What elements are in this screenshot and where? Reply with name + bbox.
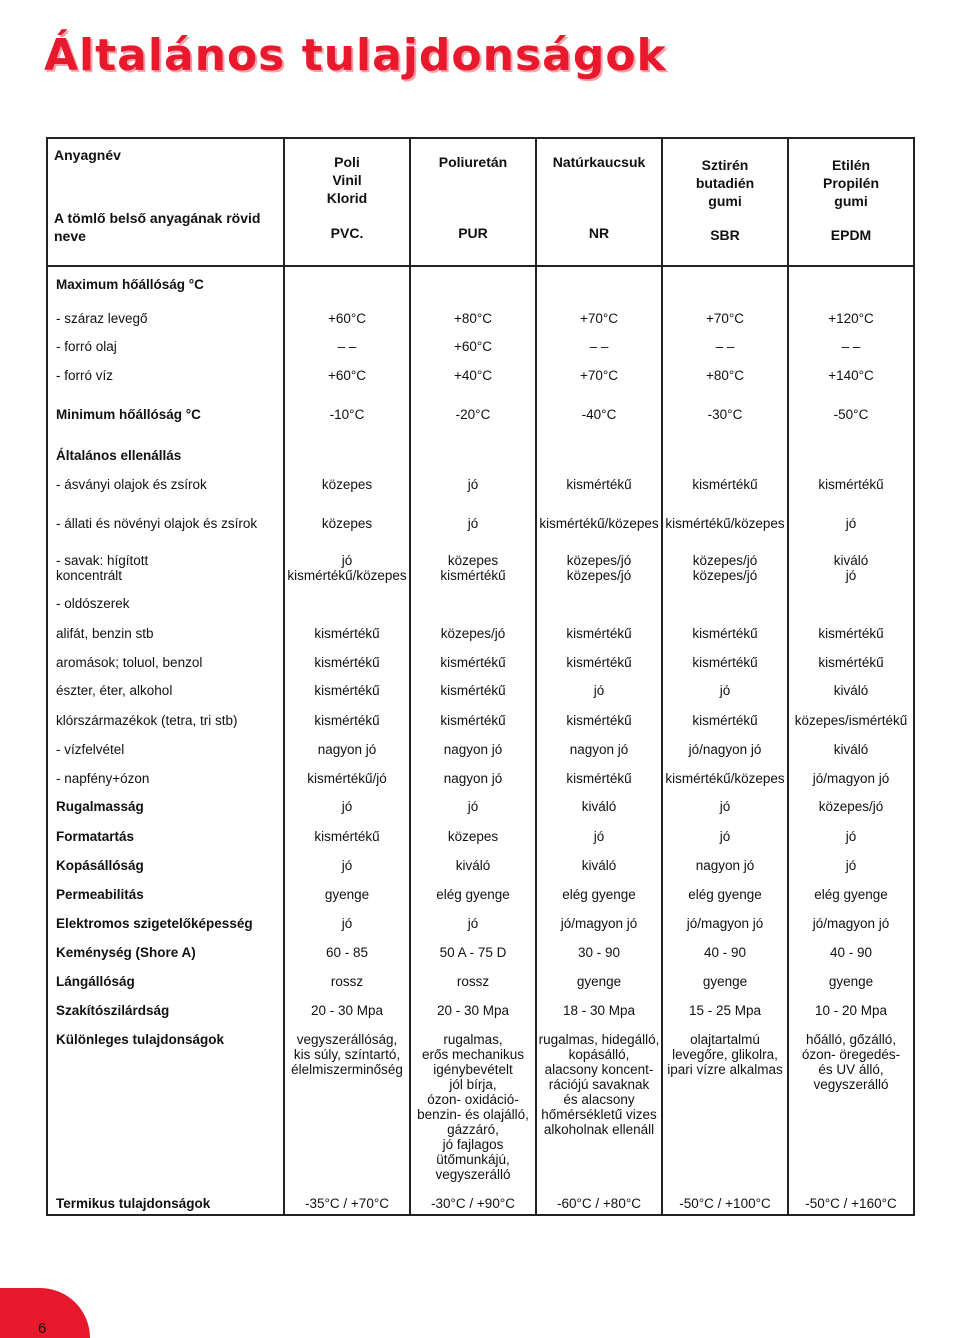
- cell-nr: – –: [536, 332, 662, 361]
- cell-nr: közepes/jó közepes/jó: [536, 546, 662, 591]
- cell-pur: kismértékű: [410, 649, 536, 678]
- cell-epdm: közepes/ismértékű: [788, 707, 914, 736]
- row-label: - száraz levegő: [47, 303, 284, 332]
- cell-pur: +40°C: [410, 361, 536, 398]
- cell-pur: kismértékű: [410, 707, 536, 736]
- column-header-sbr: [662, 138, 788, 266]
- cell-nr: kismértékű: [536, 620, 662, 649]
- cell-pur: -20°C: [410, 398, 536, 439]
- cell-pvc: kismértékű: [284, 620, 410, 649]
- cell-sbr: [662, 439, 788, 468]
- row-label: észter, éter, alkohol: [47, 678, 284, 707]
- cell-nr: gyenge: [536, 968, 662, 997]
- row-label: Lángállóság: [47, 968, 284, 997]
- cell-epdm: elég gyenge: [788, 881, 914, 910]
- cell-nr: -60°C / +80°C: [536, 1186, 662, 1215]
- cell-sbr: 15 - 25 Mpa: [662, 997, 788, 1026]
- row-label: Általános ellenállás: [47, 439, 284, 468]
- cell-pvc: -10°C: [284, 398, 410, 439]
- column-abbr: PVC.: [330, 225, 364, 241]
- cell-pvc: kismértékű/jó: [284, 765, 410, 794]
- row-label: - vízfelvétel: [47, 736, 284, 765]
- column-abbr: PUR: [458, 225, 488, 241]
- row-label: - savak: hígított koncentrált: [47, 546, 284, 591]
- table-row: [47, 852, 914, 881]
- cell-epdm: kiváló: [788, 678, 914, 707]
- cell-pvc: 20 - 30 Mpa: [284, 997, 410, 1026]
- cell-pvc: rossz: [284, 968, 410, 997]
- cell-pur: nagyon jó: [410, 765, 536, 794]
- cell-sbr: – –: [662, 332, 788, 361]
- row-label: Kopásállóság: [47, 852, 284, 881]
- cell-nr: kismértékű: [536, 765, 662, 794]
- cell-epdm: 40 - 90: [788, 939, 914, 968]
- cell-pvc: +60°C: [284, 361, 410, 398]
- cell-epdm: 10 - 20 Mpa: [788, 997, 914, 1026]
- table-row: [47, 881, 914, 910]
- row-label: Formatartás: [47, 823, 284, 852]
- column-header-epdm: [788, 138, 914, 266]
- cell-epdm: jó/magyon jó: [788, 765, 914, 794]
- cell-nr: kiváló: [536, 794, 662, 823]
- table-row: [47, 591, 914, 620]
- table-row: [47, 649, 914, 678]
- cell-epdm: jó: [788, 823, 914, 852]
- row-label: Elektromos szigetelőképesség: [47, 910, 284, 939]
- cell-epdm: -50°C: [788, 398, 914, 439]
- cell-pur: jó: [410, 468, 536, 507]
- table-row: [47, 823, 914, 852]
- cell-nr: -40°C: [536, 398, 662, 439]
- cell-pvc: kismértékű: [284, 707, 410, 736]
- cell-pur: jó: [410, 507, 536, 546]
- table-row: [47, 794, 914, 823]
- cell-nr: [536, 439, 662, 468]
- cell-nr: kismértékű: [536, 649, 662, 678]
- cell-pvc: közepes: [284, 507, 410, 546]
- column-header-nr: [536, 138, 662, 266]
- cell-sbr: +70°C: [662, 303, 788, 332]
- cell-epdm: gyenge: [788, 968, 914, 997]
- cell-pvc: közepes: [284, 468, 410, 507]
- cell-pvc: gyenge: [284, 881, 410, 910]
- cell-nr: jó/magyon jó: [536, 910, 662, 939]
- column-abbr: SBR: [710, 227, 740, 243]
- cell-pvc: jó: [284, 794, 410, 823]
- cell-pur: +60°C: [410, 332, 536, 361]
- cell-nr: kismértékű/közepes: [536, 507, 662, 546]
- cell-epdm: kismértékű: [788, 649, 914, 678]
- header-row: [47, 138, 914, 266]
- column-abbr: NR: [588, 225, 610, 241]
- row-label: Keménység (Shore A): [47, 939, 284, 968]
- column-name: Etilén Propilén gumi: [822, 157, 879, 209]
- cell-nr: rugalmas, hidegálló, kopásálló, alacsony koncent- rációjú savaknak és alacsony hőmérsékletű vizes alkoholnak ellenáll: [536, 1026, 662, 1186]
- column-header-pur: [410, 138, 536, 266]
- cell-nr: nagyon jó: [536, 736, 662, 765]
- table-row: [47, 439, 914, 468]
- table-row: [47, 361, 914, 398]
- cell-sbr: olajtartalmú levegőre, glikolra, ipari vízre alkalmas: [662, 1026, 788, 1186]
- cell-sbr: 40 - 90: [662, 939, 788, 968]
- cell-epdm: közepes/jó: [788, 794, 914, 823]
- cell-pvc: +60°C: [284, 303, 410, 332]
- cell-pur: rugalmas, erős mechanikus igénybevételt jól bírja, ózon- oxidáció- benzin- és olajálló, gázzáró, jó fajlagos ütőmunkájú, vegyszerálló: [410, 1026, 536, 1186]
- row-label: - állati és növényi olajok és zsírok: [47, 507, 284, 546]
- row-label: Maximum hőállóság °C: [47, 266, 284, 303]
- column-header-pvc: [284, 138, 410, 266]
- cell-pvc: 60 - 85: [284, 939, 410, 968]
- column-name: Poliuretán: [438, 154, 508, 170]
- header-label-cell: [47, 138, 284, 266]
- row-label: Rugalmasság: [47, 794, 284, 823]
- material-name-label: Anyagnév: [54, 147, 121, 163]
- cell-pur: jó: [410, 794, 536, 823]
- cell-pvc: jó: [284, 910, 410, 939]
- row-label: - oldószerek: [47, 591, 284, 620]
- cell-pvc: – –: [284, 332, 410, 361]
- cell-pur: kismértékű: [410, 678, 536, 707]
- row-label: - ásványi olajok és zsírok: [47, 468, 284, 507]
- table-row: [47, 546, 914, 591]
- table-row: [47, 620, 914, 649]
- table-row: [47, 1026, 914, 1186]
- cell-sbr: közepes/jó közepes/jó: [662, 546, 788, 591]
- cell-sbr: jó/nagyon jó: [662, 736, 788, 765]
- table-row: [47, 1186, 914, 1215]
- column-name: Poli Vinil Klorid: [326, 154, 368, 206]
- table-row: [47, 332, 914, 361]
- cell-epdm: kismértékű: [788, 468, 914, 507]
- cell-sbr: [662, 591, 788, 620]
- cell-nr: 18 - 30 Mpa: [536, 997, 662, 1026]
- cell-nr: jó: [536, 823, 662, 852]
- cell-epdm: [788, 439, 914, 468]
- cell-sbr: nagyon jó: [662, 852, 788, 881]
- table-row: [47, 678, 914, 707]
- row-label: - forró olaj: [47, 332, 284, 361]
- cell-nr: [536, 266, 662, 303]
- cell-sbr: kismértékű: [662, 468, 788, 507]
- cell-nr: 30 - 90: [536, 939, 662, 968]
- cell-nr: jó: [536, 678, 662, 707]
- cell-epdm: +140°C: [788, 361, 914, 398]
- column-abbr: EPDM: [830, 227, 872, 243]
- cell-epdm: kiváló: [788, 736, 914, 765]
- row-label: - forró víz: [47, 361, 284, 398]
- cell-pur: elég gyenge: [410, 881, 536, 910]
- cell-epdm: hőálló, gőzálló, ózon- öregedés- és UV álló, vegyszerálló: [788, 1026, 914, 1186]
- cell-sbr: jó: [662, 678, 788, 707]
- row-label: klórszármazékok (tetra, tri stb): [47, 707, 284, 736]
- cell-epdm: [788, 266, 914, 303]
- cell-pur: [410, 591, 536, 620]
- properties-table: [46, 137, 915, 1216]
- row-label: alifát, benzin stb: [47, 620, 284, 649]
- cell-epdm: jó/magyon jó: [788, 910, 914, 939]
- cell-sbr: kismértékű: [662, 649, 788, 678]
- table-row: [47, 266, 914, 303]
- cell-sbr: +80°C: [662, 361, 788, 398]
- row-label: aromások; toluol, benzol: [47, 649, 284, 678]
- cell-nr: kiváló: [536, 852, 662, 881]
- cell-pur: nagyon jó: [410, 736, 536, 765]
- cell-nr: +70°C: [536, 361, 662, 398]
- table-row: [47, 398, 914, 439]
- table-row: [47, 997, 914, 1026]
- table-row: [47, 765, 914, 794]
- row-label: Különleges tulajdonságok: [47, 1026, 284, 1186]
- cell-sbr: -30°C: [662, 398, 788, 439]
- cell-pvc: [284, 591, 410, 620]
- cell-sbr: [662, 266, 788, 303]
- cell-pur: rossz: [410, 968, 536, 997]
- page-number: 6: [38, 1320, 47, 1337]
- column-name: Sztirén butadién gumi: [695, 157, 755, 209]
- table-row: [47, 736, 914, 765]
- cell-epdm: -50°C / +160°C: [788, 1186, 914, 1215]
- cell-sbr: kismértékű: [662, 707, 788, 736]
- cell-sbr: jó: [662, 794, 788, 823]
- cell-pvc: kismértékű: [284, 823, 410, 852]
- table-row: [47, 468, 914, 507]
- cell-pur: 20 - 30 Mpa: [410, 997, 536, 1026]
- cell-pvc: nagyon jó: [284, 736, 410, 765]
- row-label: Permeabilitás: [47, 881, 284, 910]
- cell-pvc: jó kismértékű/közepes: [284, 546, 410, 591]
- cell-epdm: +120°C: [788, 303, 914, 332]
- cell-epdm: kiváló jó: [788, 546, 914, 591]
- cell-sbr: elég gyenge: [662, 881, 788, 910]
- cell-pur: kiváló: [410, 852, 536, 881]
- cell-epdm: – –: [788, 332, 914, 361]
- table-row: [47, 507, 914, 546]
- table-row: [47, 707, 914, 736]
- row-label: Termikus tulajdonságok: [47, 1186, 284, 1215]
- cell-pur: közepes/jó: [410, 620, 536, 649]
- cell-sbr: jó: [662, 823, 788, 852]
- short-name-label: A tömlő belső anyagának rövid neve: [54, 210, 261, 244]
- cell-epdm: jó: [788, 507, 914, 546]
- cell-nr: kismértékű: [536, 468, 662, 507]
- cell-pur: +80°C: [410, 303, 536, 332]
- table-row: [47, 303, 914, 332]
- cell-pur: jó: [410, 910, 536, 939]
- row-label: Szakítószilárdság: [47, 997, 284, 1026]
- cell-pur: közepes: [410, 823, 536, 852]
- cell-nr: elég gyenge: [536, 881, 662, 910]
- cell-epdm: kismértékű: [788, 620, 914, 649]
- cell-nr: kismértékű: [536, 707, 662, 736]
- column-name: Natúrkaucsuk: [552, 154, 646, 170]
- cell-pvc: kismértékű: [284, 678, 410, 707]
- cell-pur: -30°C / +90°C: [410, 1186, 536, 1215]
- cell-pur: [410, 439, 536, 468]
- cell-sbr: -50°C / +100°C: [662, 1186, 788, 1215]
- cell-pvc: kismértékű: [284, 649, 410, 678]
- cell-pur: 50 A - 75 D: [410, 939, 536, 968]
- table-row: [47, 968, 914, 997]
- table-row: [47, 910, 914, 939]
- row-label: - napfény+ózon: [47, 765, 284, 794]
- cell-pvc: [284, 439, 410, 468]
- cell-sbr: jó/magyon jó: [662, 910, 788, 939]
- cell-pvc: [284, 266, 410, 303]
- cell-pvc: -35°C / +70°C: [284, 1186, 410, 1215]
- cell-pvc: jó: [284, 852, 410, 881]
- cell-sbr: kismértékű/közepes: [662, 507, 788, 546]
- cell-epdm: jó: [788, 852, 914, 881]
- cell-nr: +70°C: [536, 303, 662, 332]
- cell-sbr: gyenge: [662, 968, 788, 997]
- cell-nr: [536, 591, 662, 620]
- row-label: Minimum hőállóság °C: [47, 398, 284, 439]
- cell-pur: közepes kismértékű: [410, 546, 536, 591]
- cell-pvc: vegyszerállóság, kis súly, színtartó, élelmiszerminőség: [284, 1026, 410, 1186]
- table-row: [47, 939, 914, 968]
- page-title: Általános tulajdonságok: [44, 30, 667, 81]
- cell-pur: [410, 266, 536, 303]
- cell-sbr: kismértékű/közepes: [662, 765, 788, 794]
- cell-epdm: [788, 591, 914, 620]
- cell-sbr: kismértékű: [662, 620, 788, 649]
